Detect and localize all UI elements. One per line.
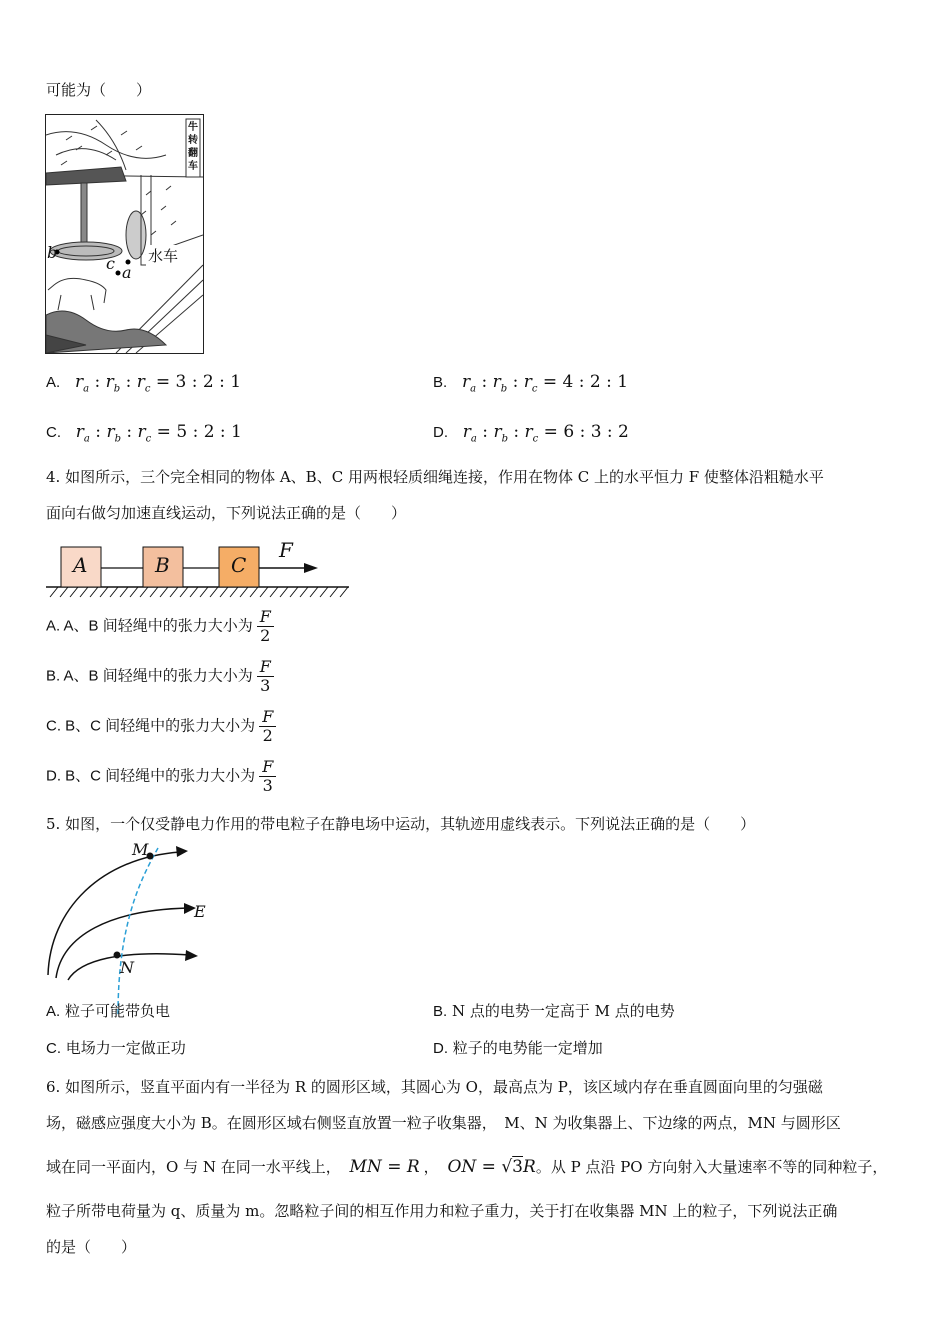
fraction-denominator: 3	[259, 776, 276, 795]
waterwheel-label: 水车	[148, 247, 179, 265]
q4-option-d[interactable]	[46, 758, 276, 795]
point-label-c: c	[106, 254, 115, 273]
option-label: A.	[46, 1003, 61, 1020]
fraction-numerator: F	[259, 607, 271, 626]
block-a-label: A	[73, 553, 88, 577]
fraction-denominator: 3	[257, 676, 274, 695]
q5-option-b[interactable]	[433, 1000, 675, 1023]
option-label: C.	[46, 1040, 61, 1057]
q6-stem-line5: 的是（ ）	[46, 1238, 137, 1256]
q6-line3-start: 域在同一平面内，O 与 N 在同一水平线上，	[46, 1158, 341, 1176]
option-text: A. A、B 间轻绳中的张力大小为	[46, 617, 253, 635]
illustration-vertical-title: 牛转翻车	[188, 122, 198, 172]
ratio-value: 6 : 3 : 2	[563, 422, 629, 442]
q6-stem-line1: 6. 如图所示，竖直平面内有一半径为 R 的圆形区域，其圆心为 O，最高点为 P，该区域内存在垂直圆面向里的匀强磁	[46, 1078, 823, 1096]
q6-stem-line3	[46, 1156, 887, 1178]
option-text: 粒子可能带负电	[64, 1002, 170, 1020]
block-b-label: B	[155, 553, 170, 577]
q5-option-a[interactable]	[46, 1000, 170, 1023]
option-text: 粒子的电势能一定增加	[452, 1039, 603, 1057]
fraction-denominator: 2	[259, 726, 276, 745]
q5-option-d[interactable]	[433, 1037, 603, 1060]
ratio-value: 4 : 2 : 1	[562, 372, 629, 392]
option-label: B.	[433, 374, 448, 391]
blocks-diagram	[46, 538, 351, 600]
option-label: D.	[433, 1040, 448, 1057]
field-lines-svg	[40, 840, 220, 1020]
ox-waterwheel-illustration	[45, 114, 204, 354]
q4-option-b[interactable]	[46, 658, 274, 695]
point-label-n: N	[120, 958, 134, 977]
electric-field-diagram	[40, 840, 220, 1020]
q3-option-a[interactable]: A. $r_a$ : $r_b$ : $r_c = 3$ : 2 : 1	[46, 372, 242, 395]
option-label: B.	[433, 1003, 448, 1020]
q4-stem-line1: 4. 如图所示，三个完全相同的物体 A、B、C 用两根轻质细绳连接，作用在物体 C 上的水平恒力 F 使整体沿粗糙水平	[46, 468, 824, 486]
block-c-label: C	[231, 553, 247, 577]
fraction-numerator: F	[262, 707, 274, 726]
sqrt-three: √3	[501, 1157, 523, 1177]
comma: ，	[423, 1158, 439, 1176]
q6-line3-end: 。从 P 点沿 PO 方向射入大量速率不等的同种粒子，	[535, 1158, 888, 1176]
fraction-numerator: F	[259, 657, 271, 676]
point-label-a: a	[122, 263, 132, 282]
q3-option-d[interactable]: D. $r_a$ : $r_b$ : $r_c = 6$ : 3 : 2	[433, 422, 629, 445]
q4-option-c[interactable]	[46, 708, 276, 745]
point-label-m: M	[132, 840, 149, 859]
option-text: B. A、B 间轻绳中的张力大小为	[46, 667, 253, 685]
option-text: D. B、C 间轻绳中的张力大小为	[46, 767, 256, 785]
equation-on-left: ON =	[447, 1157, 502, 1177]
woodcut-drawing	[46, 115, 203, 353]
option-label: C.	[46, 424, 61, 441]
q3-option-b[interactable]: B. $r_a$ : $r_b$ : $r_c = 4$ : 2 : 1	[433, 372, 629, 395]
q6-stem-line2: 场，磁感应强度大小为 B。在圆形区域右侧竖直放置一粒子收集器， M、N 为收集器上、下边缘的两点，MN 与圆形区	[46, 1114, 841, 1132]
q3-option-c[interactable]: C. $r_a$ : $r_b$ : $r_c = 5$ : 2 : 1	[46, 422, 242, 445]
q6-stem-line4: 粒子所带电荷量为 q、质量为 m。忽略粒子间的相互作用力和粒子重力，关于打在收集器 MN 上的粒子，下列说法正确	[46, 1202, 838, 1220]
ratio-value: 3 : 2 : 1	[175, 372, 242, 392]
option-text: C. B、C 间轻绳中的张力大小为	[46, 717, 256, 735]
trajectory-dashed-line	[118, 848, 158, 1015]
q3-stem-tail: 可能为（ ）	[46, 81, 152, 99]
q4-option-a[interactable]	[46, 608, 274, 645]
fraction-numerator: F	[262, 757, 274, 776]
q4-stem-line2: 面向右做匀加速直线运动，下列说法正确的是（ ）	[46, 504, 407, 522]
q5-stem: 5. 如图，一个仅受静电力作用的带电粒子在静电场中运动，其轨迹用虚线表示。下列说法正确的是（ ）	[46, 815, 756, 833]
option-text: 电场力一定做正功	[65, 1039, 186, 1057]
equation-on-right: R	[523, 1157, 536, 1177]
fraction-denominator: 2	[257, 626, 274, 645]
ratio-value: 5 : 2 : 1	[176, 422, 242, 442]
point-label-b: b	[47, 243, 58, 262]
option-label: A.	[46, 374, 61, 391]
option-label: D.	[433, 424, 448, 441]
force-label: F	[279, 538, 293, 562]
option-text: N 点的电势一定高于 M 点的电势	[451, 1002, 675, 1020]
q5-option-c[interactable]	[46, 1037, 186, 1060]
equation-mn-r: MN = R	[349, 1157, 420, 1177]
field-label-e: E	[194, 902, 206, 921]
blocks-svg	[46, 544, 351, 600]
